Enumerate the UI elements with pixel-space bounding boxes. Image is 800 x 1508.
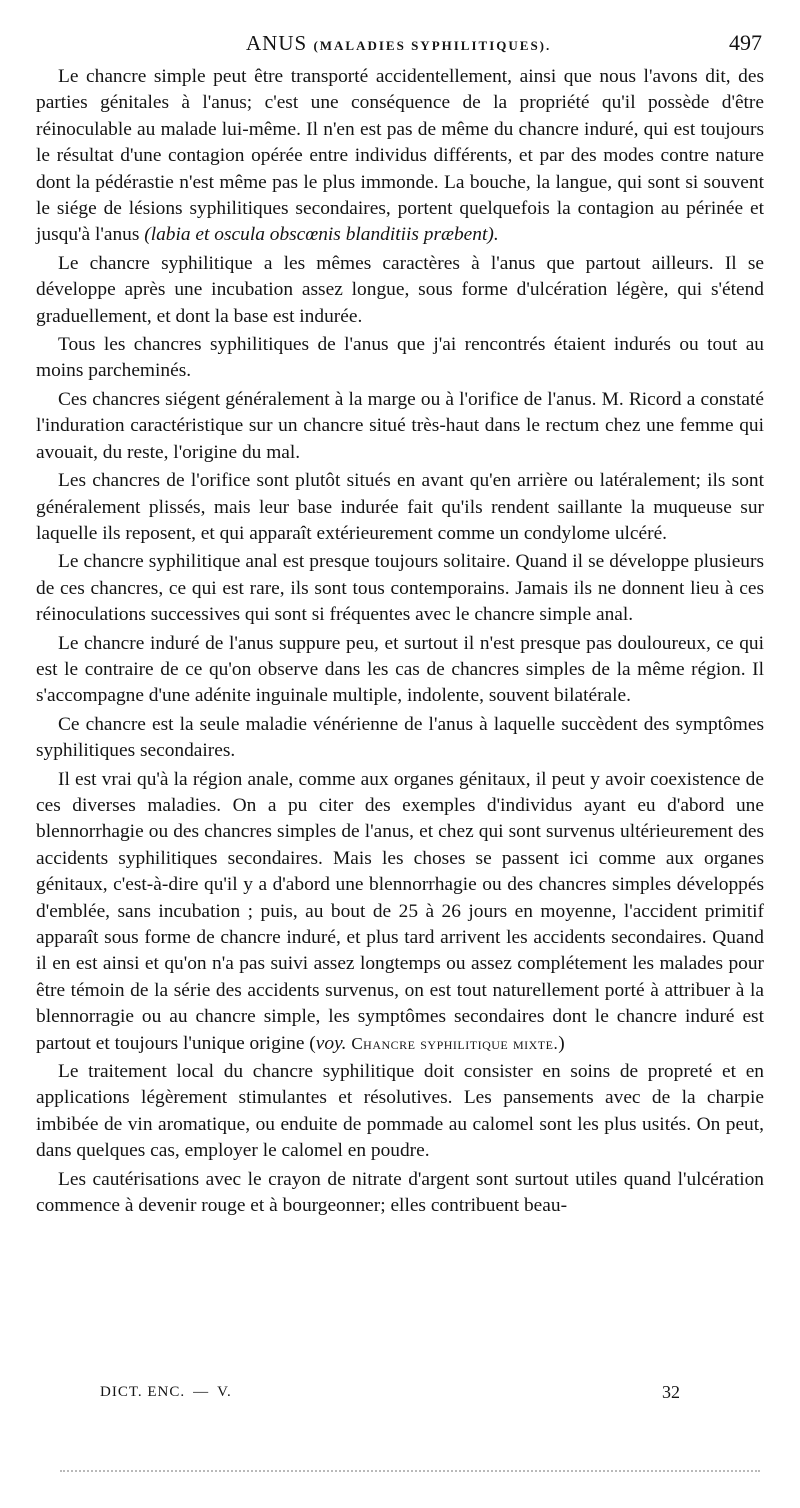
paragraph-4: Ces chancres siégent généralement à la marge ou à l'orifice de l'anus. M. Ricord a constaté l'induration caractéristique sur un chancre situé très-haut dans le rectum chez une femme qui avouait, du reste, l'origine du mal.	[36, 388, 764, 463]
page-number: 497	[729, 30, 762, 55]
scan-artifact-line	[60, 1470, 760, 1472]
paragraph-1-text: Le chancre simple peut être transporté accidentellement, ainsi que nous l'avons dit, des parties génitales à l'anus; c'est une conséquence de la propriété qu'il possède d'être réinoculable au malade lui-même. Il n'en est pas de même du chancre induré, qui est toujours le résultat d'une contagion opérée entre individus différents, et par des modes contre nature dont la pédérastie n'est même pas le plus immonde. La bouche, la langue, qui sont si souvent le siége de lésions syphilitiques secondaires, portent quelquefois la contagion au périnée et jusqu'à l'anus	[36, 66, 764, 246]
running-header	[58, 28, 766, 58]
signature-mark	[100, 1378, 232, 1406]
signature-volume: V.	[217, 1384, 232, 1400]
running-title	[246, 28, 551, 61]
paragraph-1	[36, 64, 764, 249]
paragraph-9: Il est vrai qu'à la région anale, comme aux organes génitaux, il peut y avoir coexistence de ces diverses maladies. On a pu citer des exemples d'individus ayant eu d'abord une blennorrhagie ou des chancres simples de l'anus, et chez qui sont survenus ultérieurement des accidents syphilitiques secondaires. Mais les choses se passent ici comme aux organes génitaux, c'est-à-dire qu'il y a d'abord une blennorrhagie ou des chancres simples développés d'emblée, sans incubation ; puis, au bout de 25 à 26 jours en moyenne, l'accident primitif apparaît sous forme de chancre induré, et plus tard arrivent les accidents secondaires. Quand il en est ainsi et qu'on n'a pas suivi assez longtemps ou assez complétement les malades pour être témoin de la série des accidents survenus, on est tout naturellement porté à attribuer à la blennorragie ou au chancre simple, les symptômes secondaires dont le chancre induré est partout et toujours l'unique origine (voy. Chancre syphilitique mixte.)	[36, 768, 764, 1054]
cross-reference-voy: voy.	[315, 1032, 347, 1054]
main-text	[36, 64, 764, 1221]
paragraph-7: Le chancre induré de l'anus suppure peu, et surtout il n'est presque pas douloureux, ce qui est le contraire de ce qu'on observe dans les cas de chancres simples de la même région. Il s'accompagne d'une adénite inguinale multiple, indolente, souvent bilatérale.	[36, 632, 764, 707]
page-footer	[100, 1378, 680, 1406]
paragraph-10: Le traitement local du chancre syphilitique doit consister en soins de propreté et en applications légèrement stimulantes et résolutives. Les pansements avec de la charpie imbibée de vin aromatique, ou enduite de pommade au calomel sont les plus usités. On peut, dans quelques cas, employer le calomel en poudre.	[36, 1061, 764, 1162]
latin-quotation: (labia et oscula obscœnis blanditiis præbent).	[144, 224, 499, 246]
running-title-main: ANUS	[246, 31, 308, 55]
paragraph-5: Les chancres de l'orifice sont plutôt situés en avant qu'en arrière ou latéralement; ils sont généralement plissés, mais leur base indurée fait qu'ils rendent saillante la muqueuse sur laquelle ils reposent, et qui apparaît extérieurement comme un condylome ulcéré.	[36, 470, 764, 544]
paragraph-9-text: Il est vrai qu'à la région anale, comme aux organes génitaux, il peut y avoir coexistence de ces diverses maladies. On a pu citer des exemples d'individus ayant eu d'abord une blennorrhagie ou des chancres simples de l'anus, et chez qui sont survenus ultérieurement des accidents syphilitiques secondaires. Mais les choses se passent ici comme aux organes génitaux, c'est-à-dire qu'il y a d'abord une blennorrhagie ou des chancres simples développés d'emblée, sans incubation ; puis, au bout de 25 à 26 jours en moyenne, l'accident primitif apparaît sous forme de chancre induré, et plus tard arrivent les accidents secondaires. Quand il en est ainsi et qu'on n'a pas suivi assez longtemps ou assez complétement les malades pour être témoin de la série des accidents survenus, on est tout naturellement porté à attribuer à la blennorragie ou au chancre simple, les symptômes secondaires dont le chancre induré est partout et toujours l'unique origine	[36, 768, 764, 1054]
paragraph-6: Le chancre syphilitique anal est presque toujours solitaire. Quand il se développe plusieurs de ces chancres, ce qui est rare, ils sont tous contemporains. Jamais ils ne donnent lieu à ces réinoculations successives qui sont si fréquentes avec le chancre simple anal.	[36, 551, 764, 626]
paragraph-3: Tous les chancres syphilitiques de l'anus que j'ai rencontrés étaient indurés ou tout au moins parcheminés.	[36, 334, 764, 382]
signature-text: DICT. ENC.	[100, 1384, 186, 1400]
paragraph-11: Les cautérisations avec le crayon de nitrate d'argent sont surtout utiles quand l'ulcération commence à devenir rouge et à bourgeonner; elles contribuent beau-	[36, 1168, 764, 1217]
signature-dash: —	[193, 1384, 210, 1400]
paragraph-8: Ce chancre est la seule maladie vénérienne de l'anus à laquelle succèdent des symptômes syphilitiques secondaires.	[36, 713, 764, 762]
sheet-number: 32	[662, 1382, 680, 1402]
cross-reference-title: Chancre syphilitique mixte.	[351, 1033, 559, 1053]
running-title-sub: (MALADIES SYPHILITIQUES).	[313, 38, 552, 53]
paragraph-2: Le chancre syphilitique a les mêmes caractères à l'anus que partout ailleurs. Il se développe après une incubation assez longue, sous forme d'ulcération légère, qui s'étend graduellement, et dont la base est indurée.	[36, 252, 764, 327]
